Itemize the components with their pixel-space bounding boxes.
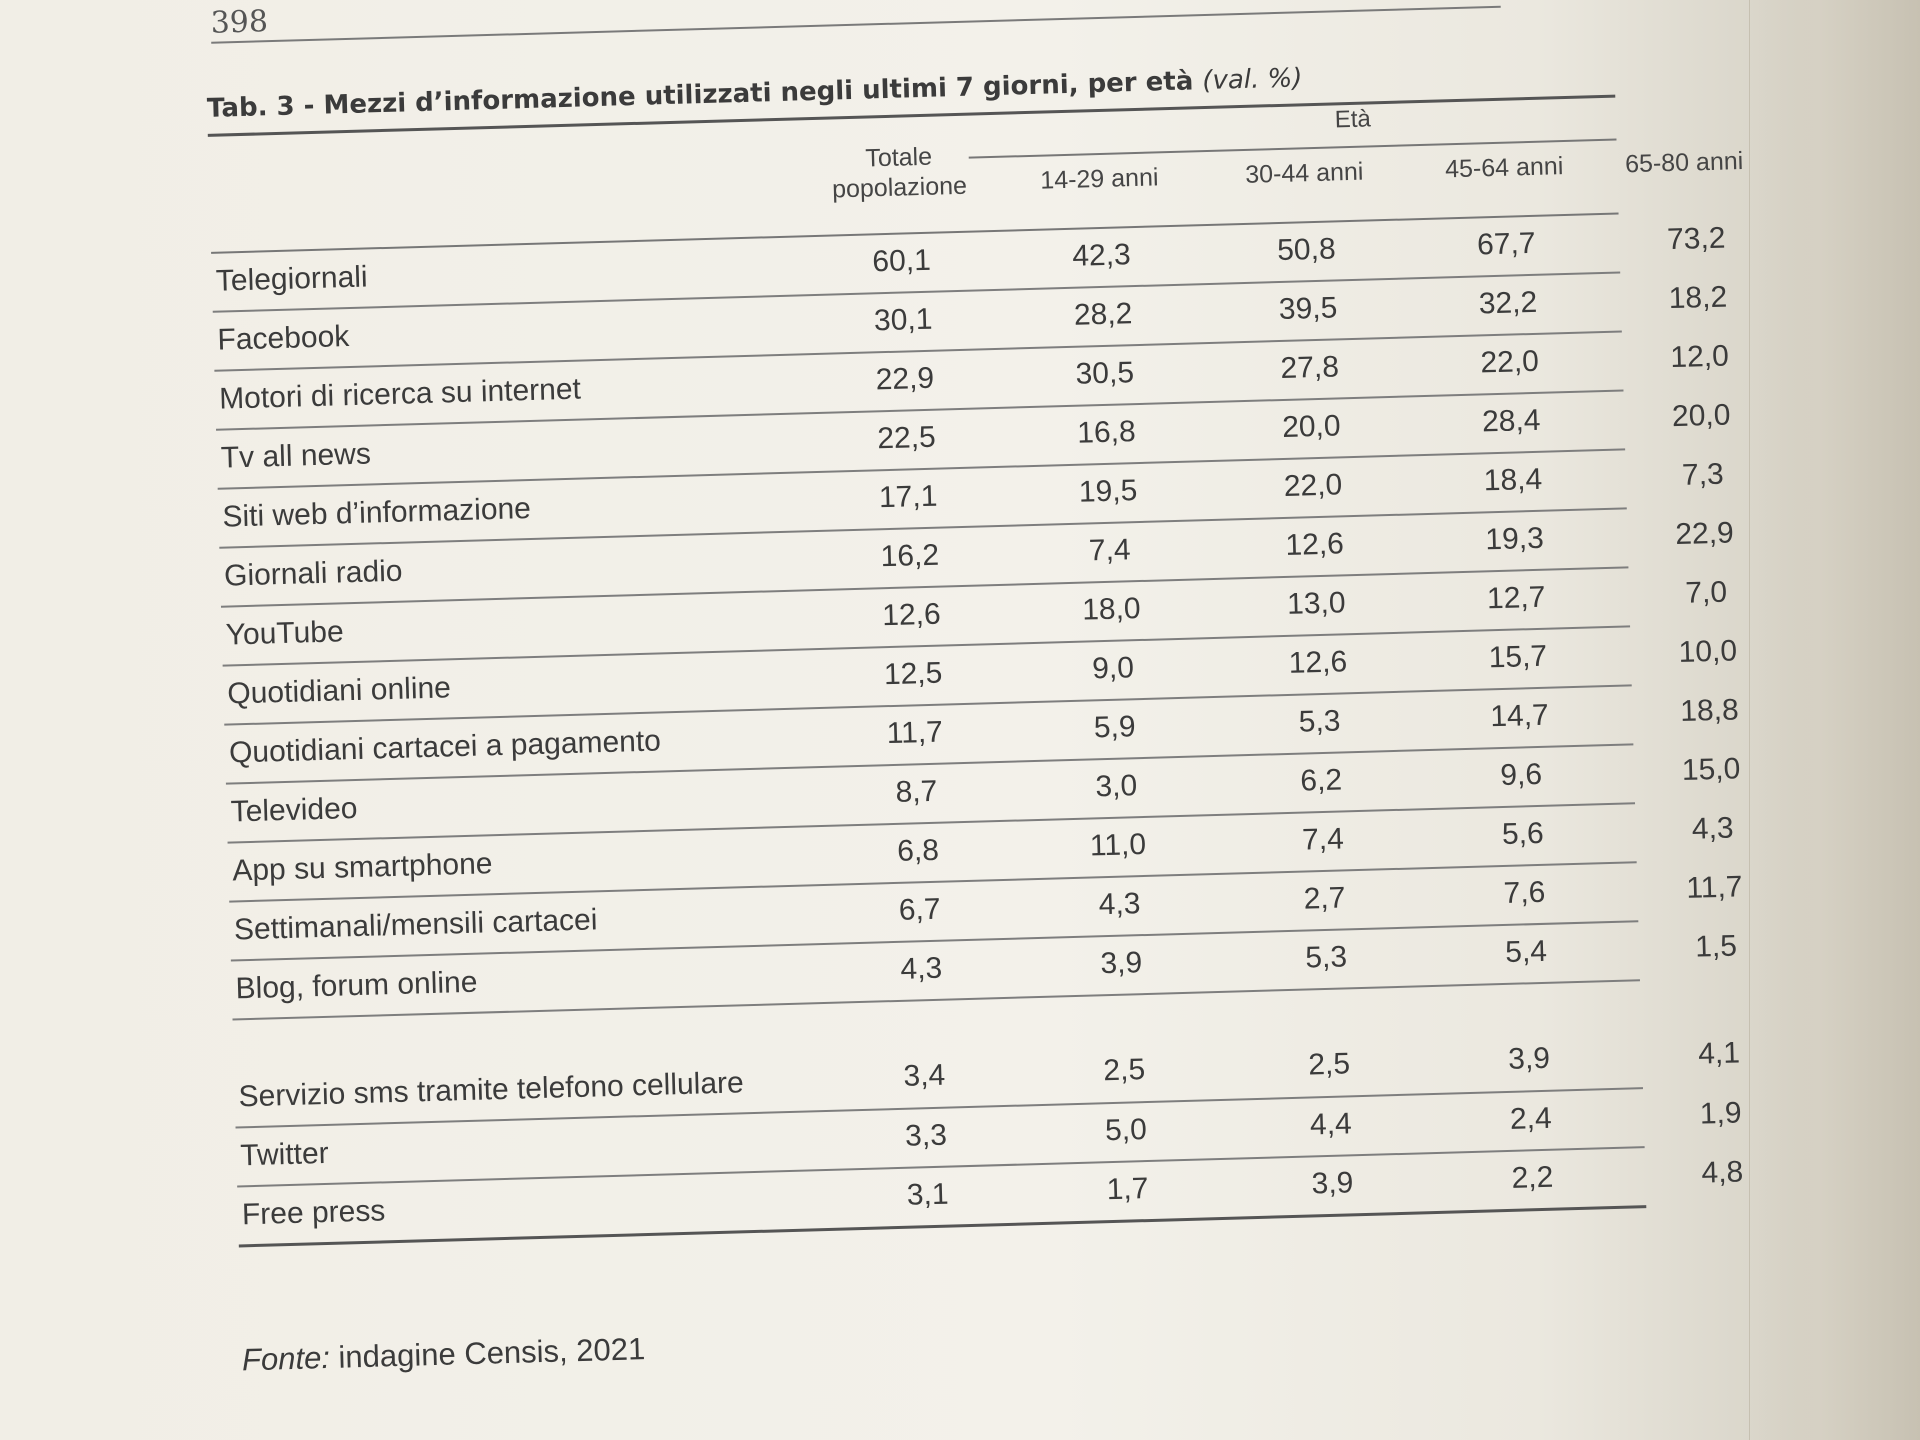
table-title-unit: (val. %) (1201, 63, 1303, 97)
cell-total: 3,3 (904, 1118, 948, 1153)
cell-total: 8,7 (895, 774, 938, 809)
cell-14-29: 4,3 (1098, 887, 1141, 922)
cell-14-29: 16,8 (1076, 415, 1137, 450)
cell-14-29: 9,0 (1091, 651, 1135, 686)
row-label: Free press (241, 1194, 386, 1232)
cell-14-29: 5,9 (1093, 710, 1137, 745)
cell-45-64: 28,4 (1481, 403, 1541, 439)
cell-14-29: 5,0 (1104, 1113, 1148, 1148)
cell-total: 3,1 (906, 1177, 949, 1212)
cell-65-80: 4,3 (1691, 811, 1735, 846)
cell-30-44: 22,0 (1283, 468, 1343, 503)
cell-65-80: 7,0 (1684, 575, 1728, 610)
column-header-30-44: 30-44 anni (1244, 157, 1364, 189)
cell-14-29: 7,4 (1088, 533, 1132, 568)
cell-30-44: 5,3 (1298, 704, 1341, 739)
cell-total: 12,6 (881, 597, 942, 633)
page-number: 398 (210, 4, 269, 41)
cell-65-80: 10,0 (1678, 634, 1738, 670)
cell-65-80: 1,9 (1699, 1096, 1743, 1131)
cell-30-44: 3,9 (1311, 1166, 1354, 1201)
cell-14-29: 3,0 (1095, 769, 1138, 804)
cell-14-29: 3,9 (1099, 946, 1143, 981)
cell-total: 4,3 (900, 951, 943, 986)
cell-30-44: 5,3 (1304, 940, 1348, 975)
cell-45-64: 2,4 (1509, 1101, 1553, 1136)
cell-30-44: 39,5 (1278, 291, 1338, 327)
row-label: Servizio sms tramite telefono cellulare (238, 1066, 745, 1114)
row-label: Quotidiani cartacei a pagamento (228, 724, 662, 770)
cell-14-29: 19,5 (1078, 474, 1138, 509)
cell-total: 22,5 (876, 420, 937, 456)
cell-14-29: 30,5 (1075, 356, 1135, 391)
cell-45-64: 5,6 (1501, 816, 1545, 852)
cell-45-64: 18,4 (1483, 462, 1543, 498)
cell-30-44: 2,7 (1303, 881, 1346, 916)
cell-65-80: 15,0 (1681, 752, 1741, 787)
cell-45-64: 19,3 (1484, 521, 1545, 557)
cell-total: 30,1 (873, 302, 933, 338)
cell-45-64: 2,2 (1511, 1160, 1554, 1195)
cell-total: 17,1 (878, 479, 938, 515)
column-header-45-64: 45-64 anni (1444, 152, 1564, 184)
column-header-65-80: 65-80 anni (1624, 147, 1744, 179)
cell-65-80: 4,8 (1701, 1155, 1744, 1190)
cell-total: 16,2 (880, 538, 940, 574)
cell-30-44: 13,0 (1286, 586, 1346, 621)
cell-65-80: 7,3 (1681, 457, 1725, 492)
cell-45-64: 9,6 (1499, 757, 1543, 793)
cell-total: 60,1 (871, 243, 932, 279)
cell-14-29: 1,7 (1106, 1172, 1149, 1207)
row-label: Telegiornali (215, 260, 369, 298)
source-text: indagine Censis, 2021 (338, 1331, 646, 1375)
row-label: App su smartphone (231, 847, 493, 888)
cell-total: 11,7 (886, 715, 944, 751)
cell-14-29: 28,2 (1073, 297, 1133, 332)
cell-total: 22,9 (875, 361, 935, 397)
source-label: Fonte: (241, 1339, 331, 1378)
cell-30-44: 4,4 (1309, 1107, 1353, 1142)
row-label: Siti web d’informazione (222, 492, 532, 534)
age-group-header: Età (1334, 105, 1372, 134)
cell-14-29: 18,0 (1081, 592, 1142, 627)
table-title-text: Tab. 3 - Mezzi d’informazione utilizzati negli ultimi 7 giorni, per età (206, 66, 1194, 124)
row-label: Quotidiani online (226, 671, 452, 711)
cell-45-64: 67,7 (1476, 226, 1536, 262)
row-label: Facebook (217, 320, 350, 357)
row-label: YouTube (225, 615, 345, 652)
cell-30-44: 7,4 (1301, 822, 1345, 857)
cell-65-80: 18,8 (1679, 693, 1740, 728)
cell-total: 6,8 (896, 833, 940, 868)
cell-14-29: 42,3 (1071, 238, 1132, 273)
column-header-total-line2: popolazione (831, 171, 968, 204)
table-body (211, 215, 1744, 1248)
table-source (242, 1331, 646, 1378)
row-label: Giornali radio (223, 554, 403, 593)
table-sheet (130, 0, 1808, 1399)
cell-45-64: 14,7 (1489, 698, 1550, 734)
cell-30-44: 12,6 (1288, 645, 1348, 680)
cell-30-44: 27,8 (1280, 350, 1340, 386)
column-header-14-29: 14-29 anni (1039, 163, 1159, 195)
cell-total: 12,5 (883, 656, 943, 692)
row-label: Settimanali/mensili cartacei (233, 903, 598, 947)
column-header-total-line1: Totale (864, 142, 933, 173)
cell-45-64: 5,4 (1504, 934, 1548, 969)
cell-45-64: 7,6 (1503, 875, 1546, 910)
cell-65-80: 12,0 (1669, 339, 1730, 375)
cell-45-64: 22,0 (1479, 344, 1540, 380)
row-label: Blog, forum online (235, 965, 478, 1006)
cell-30-44: 2,5 (1307, 1047, 1351, 1082)
cell-65-80: 11,7 (1685, 870, 1743, 905)
column-header-total (798, 140, 1000, 206)
running-header-rule (211, 6, 1501, 44)
cell-total: 6,7 (898, 892, 942, 927)
cell-30-44: 6,2 (1299, 763, 1343, 798)
cell-65-80: 4,1 (1697, 1036, 1741, 1071)
cell-30-44: 12,6 (1285, 527, 1345, 562)
cell-30-44: 20,0 (1281, 409, 1342, 444)
cell-45-64: 3,9 (1507, 1041, 1551, 1076)
cell-total: 3,4 (903, 1058, 946, 1093)
cell-45-64: 12,7 (1486, 580, 1546, 616)
cell-65-80: 20,0 (1671, 398, 1731, 434)
cell-65-80: 73,2 (1666, 221, 1726, 257)
cell-14-29: 2,5 (1102, 1053, 1146, 1088)
cell-65-80: 22,9 (1674, 516, 1735, 552)
cell-65-80: 1,5 (1694, 929, 1738, 964)
row-label: Motori di ricerca su internet (218, 372, 582, 416)
cell-45-64: 15,7 (1488, 639, 1548, 675)
row-label: Twitter (239, 1136, 330, 1173)
cell-30-44: 50,8 (1276, 232, 1337, 268)
cell-45-64: 32,2 (1478, 285, 1538, 321)
cell-65-80: 18,2 (1668, 280, 1728, 316)
row-label: Televideo (230, 791, 358, 829)
row-label: Tv all news (220, 437, 372, 475)
cell-14-29: 11,0 (1089, 827, 1147, 863)
